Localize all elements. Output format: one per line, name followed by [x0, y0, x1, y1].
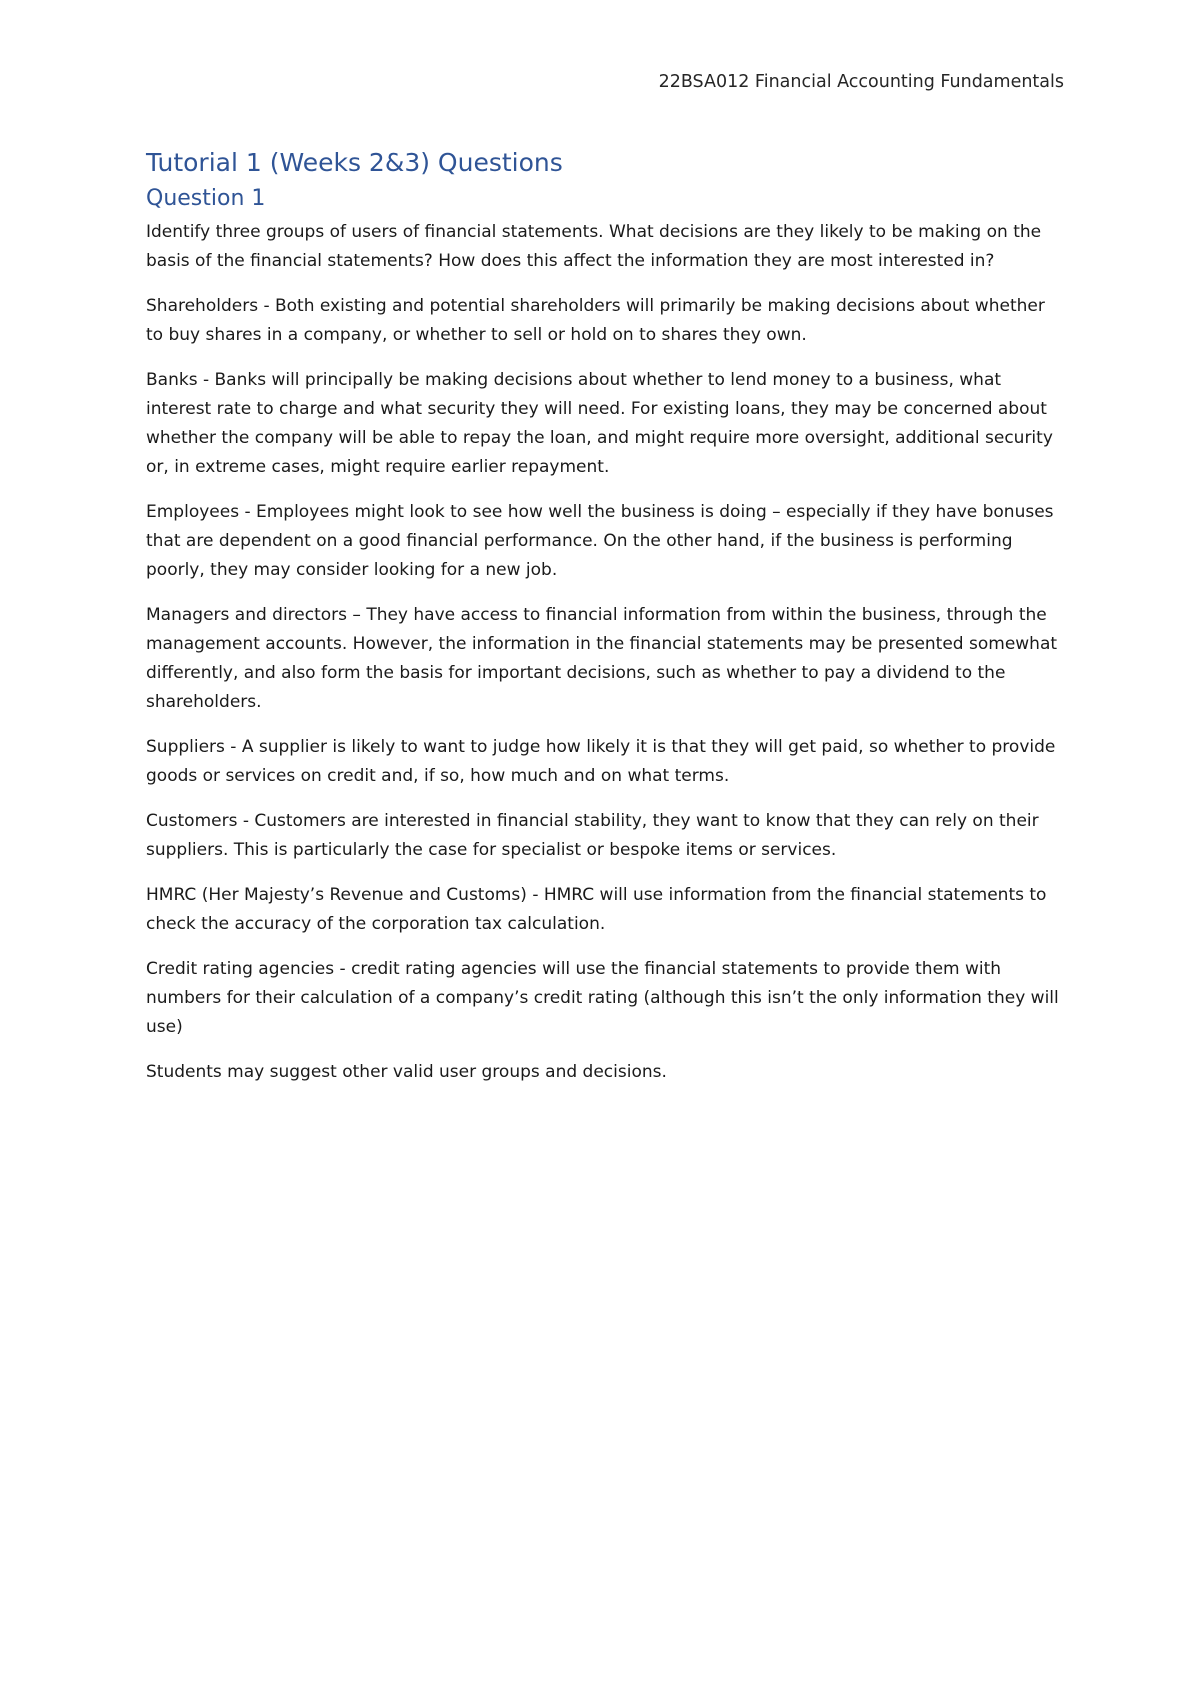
answer-closing-note: Students may suggest other valid user groups and decisions.: [146, 1062, 667, 1082]
document-body: [146, 146, 1066, 1103]
running-header: 22BSA012 Financial Accounting Fundamentals: [658, 72, 1064, 92]
answer-hmrc: HMRC (Her Majesty’s Revenue and Customs) - HMRC will use information from the financial statements to check the accuracy of the corporation tax calculation.: [146, 885, 1047, 934]
document-title: Tutorial 1 (Weeks 2&3) Questions: [146, 148, 563, 177]
answer-employees: Employees - Employees might look to see how well the business is doing – especially if they have bonuses that are dependent on a good financial performance. On the other hand, if the business is performing poorly, they may consider looking for a new job.: [146, 502, 1054, 580]
answer-shareholders: Shareholders - Both existing and potential shareholders will primarily be making decisions about whether to buy shares in a company, or whether to sell or hold on to shares they own.: [146, 296, 1045, 345]
question-heading: Question 1: [146, 186, 266, 211]
answer-credit-rating-agencies: Credit rating agencies - credit rating agencies will use the financial statements to provide them with numbers for their calculation of a company’s credit rating (although this isn’t the only information they will use): [146, 959, 1059, 1037]
question-text: Identify three groups of users of financial statements. What decisions are they likely to be making on the basis of the financial statements? How does this affect the information they are most interested in?: [146, 222, 1042, 271]
answer-managers-directors: Managers and directors – They have access to financial information from within the business, through the management accounts. However, the information in the financial statements may be presented somewhat differently, and also form the basis for important decisions, such as whether to pay a dividend to the shareholders.: [146, 605, 1058, 712]
answer-suppliers: Suppliers - A supplier is likely to want to judge how likely it is that they will get paid, so whether to provide goods or services on credit and, if so, how much and on what terms.: [146, 737, 1056, 786]
answer-banks: Banks - Banks will principally be making decisions about whether to lend money to a business, what interest rate to charge and what security they will need. For existing loans, they may be concerned about whether the company will be able to repay the loan, and might require more oversight, additional security or, in extreme cases, might require earlier repayment.: [146, 370, 1053, 477]
answer-customers: Customers - Customers are interested in financial stability, they want to know that they can rely on their suppliers. This is particularly the case for specialist or bespoke items or services.: [146, 811, 1039, 860]
